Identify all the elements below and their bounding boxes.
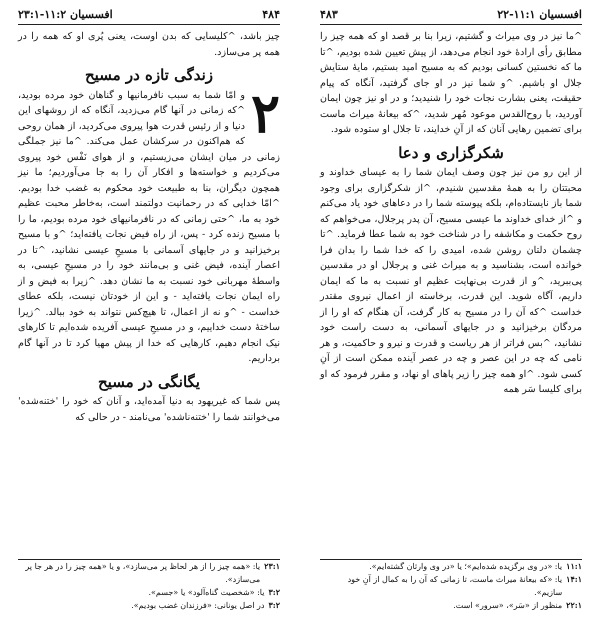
chapter-paragraph [18, 80, 280, 367]
chapter-number: ۲ [250, 80, 280, 145]
running-head [320, 8, 582, 25]
footnote: ۳:۲ یا: «شخصیت گناه‌آلود» یا «جسم». [148, 587, 280, 597]
footnote: ۲۲:۱ منظور از «سَر»، «سرور» است. [453, 600, 582, 610]
footnote: ۱۴:۱ یا: «که بیعانۀ میراث ماست، تا زمانی که آن را به کمال از آنِ خود سازیم». [347, 574, 582, 597]
footnote: ۳:۲ در اصل یونانی: «فرزندان غضب بودیم». [131, 600, 280, 610]
opening-paragraph: ^ما نیز در وی میراث و گشتیم، زیرا بنا بر قصد او که همه چیز را مطابق رأی ارادۀ خود انجام می‌دهد، از پیش تعیین شده بودیم، ^تا ما که نخستین کسانی بودیم که به مسیح امید بستیم، مایۀ ستایش جلال او باشیم. ^و شما نیز در او جای گرفتید، آنگاه که پیام حقیقت، یعنی بشارت نجات خود را شنیدید؛ و در او نیز چون ایمان آوردید، با روح‌القدس موعود مُهر شدید، ^که بیعانۀ میراث ماست برای تضمین رهایی آنان که از آنِ خدایند، تا جلال او ستوده شود. [320, 31, 582, 135]
book-reference: افسسیان ۱۱:۱-۲۲ [497, 8, 582, 21]
footnotes [18, 555, 280, 612]
opening-paragraph: چیز باشد، ^کلیسایی که بدن اوست، یعنی پُری او که همه را در همه پر می‌سازد. [18, 31, 280, 58]
section-heading: شکرگزاری و دعا [398, 143, 504, 162]
running-head [18, 8, 280, 25]
section-paragraph: از این رو من نیز چون وصف ایمان شما را به عیسای خداوند و محبتتان را به همۀ مقدسین شنیدم، ^از شکرگزاری برای وجود شما باز نایستاده‌ام، بلکه پیوسته شما را در دعاهای خود یاد می‌کنم و ^از خدای خداوند ما عیسی مسیح، آن پدر پرجلال، می‌خواهم که روح حکمت و مکاشفه را در شناخت خود به شما عطا فرماید. ^تا چشمان دلتان روشن شده، امیدی را که خدا شما را بدان فرا خوانده است، بشناسید و به میراث غنی و پرجلال او در مقدسین پی‌ببرید، ^و از قدرت بی‌نهایت عظیم او نسبت به ما که ایمان داریم، آگاه شوید. این قدرت، برخاسته از اعمال نیروی مقتدر خداست ^که آن را در مسیح به کار گرفت، آن هنگام که او را از مردگان برخیزانید و در جایهای آسمانی، به دست راست خود نشانید، ^بس فراتر از هر ریاست و قدرت و نیرو و حاکمیت، و هر نامی که چه در این عصر و چه در عصر آینده ممکن است از آنِ کسی شود. ^او همه چیز را زیر پاهای او نهاد، و مقرر فرمود که او برای کلیسا سَر همه [320, 167, 582, 395]
section-heading: زندگی تازه در مسیح [85, 66, 213, 84]
footnotes [320, 555, 582, 612]
page-483 [308, 0, 600, 626]
page-number: ۴۸۴ [262, 8, 280, 21]
page-body [320, 29, 582, 398]
page-body [18, 29, 280, 425]
book-reference: افسسیان ۱۱:۲-۲۳:۱ [18, 8, 113, 21]
section-heading: یگانگی در مسیح [98, 372, 200, 391]
gutter [296, 0, 304, 626]
footnote: ۲۳:۱ یا: «همه چیز را از هر لحاظ پر می‌سازد»، و یا «همه چیز را در هر جا پر می‌سازد». [25, 561, 280, 584]
footnote: ۱۱:۱ یا: «در وی برگزیده شده‌ایم»؛ یا «در وی وارثان گشته‌ایم». [369, 561, 582, 571]
page-484 [0, 0, 292, 626]
page-number: ۴۸۳ [320, 8, 338, 21]
chapter-text: و امّا شما به سبب نافرمانیها و گناهان خود مرده بودید، ^که زمانی در آنها گام می‌زدید، آنگاه که از روشهای این دنیا و از رئیس قدرت هوا پیروی می‌کردید، از همان روحی که هم‌اکنون در سرکشان عمل می‌کند. ^ما نیز جملگی زمانی در میان ایشان می‌زیستیم، و از هوای نَفْس خود پیروی می‌کردیم و خواسته‌ها و افکار آن را به جا می‌آوردیم؛ ما نیز همچون دیگران، بنا به طبیعت خود محکوم به غضب خدا بودیم. ^امّا خدایی که در رحمانیت دولتمند است، به‌خاطر محبت عظیم خود به ما، ^حتی زمانی که در نافرمانیهای خود مرده بودیم، ما را با مسیح زنده کرد - پس، از راه فیض نجات یافته‌اید؛ ^و با مسیح برخیزانید و در جایهای آسمانی با مسیحِ عیسی نشانید، ^تا در اعصار آینده، فیض غنی و بی‌مانند خود را در مسیحِ عیسی، به واسطۀ مهربانی خود نسبت به ما نشان دهد. ^زیرا به فیض و از راه ایمان نجات یافته‌اید - و این از خودتان نیست، بلکه عطای خداست - ^و نه از اعمال، تا هیچ‌کس نتواند به خود ببالد. ^زیرا ساختۀ دست خداییم، و در مسیحِ عیسی آفریده شده‌ایم تا کارهای نیک انجام دهیم، کارهایی که خدا از پیش مهیا کرد تا در آنها گام برداریم. [18, 89, 280, 364]
section-paragraph: پس شما که غیریهود به دنیا آمده‌اید، و آنان که خود را 'ختنه‌شده' می‌خوانند شما را 'ختنه‌ناشده' می‌نامند - در حالی که [18, 396, 280, 423]
